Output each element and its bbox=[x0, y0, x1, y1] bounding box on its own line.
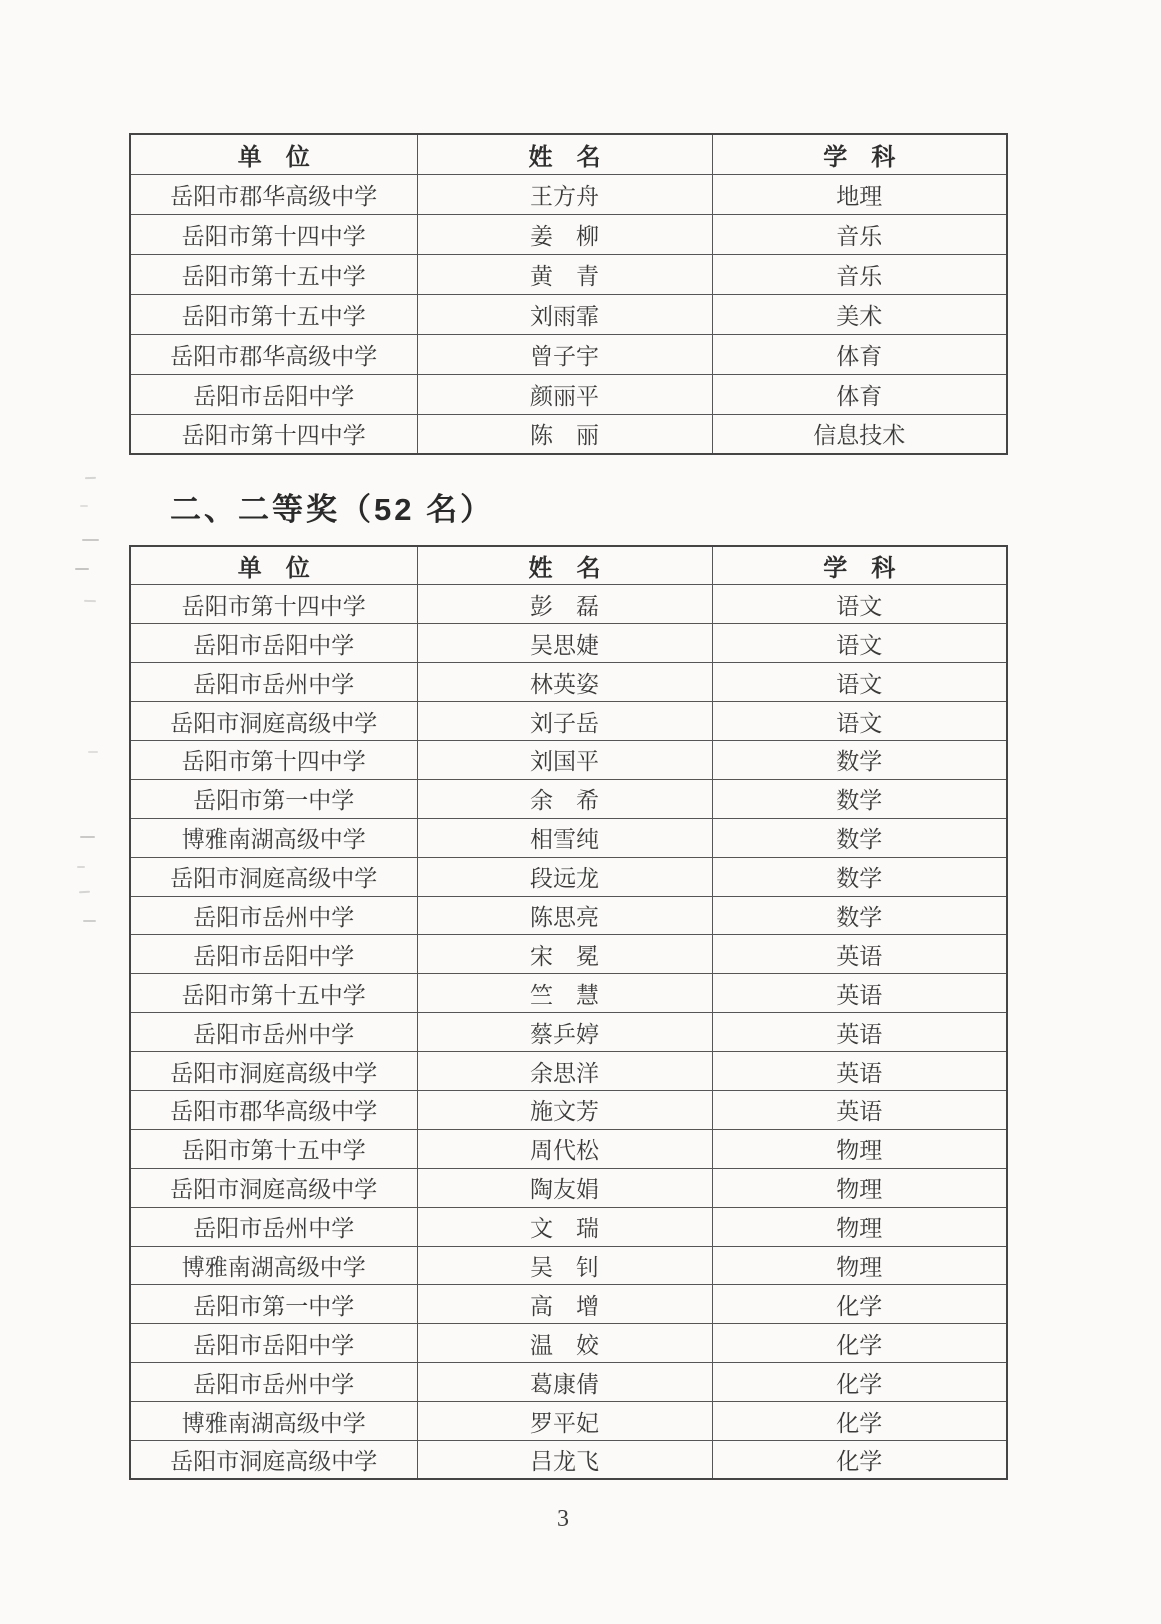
cell-subject: 语文 bbox=[712, 585, 1007, 624]
scan-artifact bbox=[80, 505, 88, 507]
cell-name: 吕龙飞 bbox=[417, 1440, 712, 1479]
page-number: 3 bbox=[557, 1506, 569, 1532]
cell-name: 黄 青 bbox=[417, 254, 712, 294]
cell-name: 蔡乒婷 bbox=[417, 1013, 712, 1052]
cell-subject: 物理 bbox=[712, 1129, 1007, 1168]
column-header-name: 姓 名 bbox=[417, 546, 712, 585]
cell-name: 宋 冕 bbox=[417, 935, 712, 974]
cell-subject: 数学 bbox=[712, 740, 1007, 779]
cell-unit: 岳阳市第十四中学 bbox=[130, 414, 417, 454]
cell-name: 吴思婕 bbox=[417, 624, 712, 663]
cell-subject: 体育 bbox=[712, 334, 1007, 374]
cell-subject: 英语 bbox=[712, 1013, 1007, 1052]
column-header-unit: 单 位 bbox=[130, 134, 417, 174]
cell-unit: 岳阳市郡华高级中学 bbox=[130, 174, 417, 214]
column-header-name: 姓 名 bbox=[417, 134, 712, 174]
scan-artifact bbox=[75, 568, 89, 570]
table-row bbox=[130, 935, 1007, 974]
table-row bbox=[130, 1168, 1007, 1207]
cell-name: 周代松 bbox=[417, 1129, 712, 1168]
cell-name: 曾子宇 bbox=[417, 334, 712, 374]
table-row bbox=[130, 1440, 1007, 1479]
column-header-subject: 学 科 bbox=[712, 546, 1007, 585]
cell-subject: 化学 bbox=[712, 1363, 1007, 1402]
cell-name: 温 姣 bbox=[417, 1324, 712, 1363]
cell-subject: 化学 bbox=[712, 1440, 1007, 1479]
cell-name: 余思洋 bbox=[417, 1052, 712, 1091]
table-row bbox=[130, 1402, 1007, 1441]
table-row bbox=[130, 896, 1007, 935]
table-row bbox=[130, 857, 1007, 896]
column-header-subject: 学 科 bbox=[712, 134, 1007, 174]
cell-unit: 岳阳市洞庭高级中学 bbox=[130, 1440, 417, 1479]
cell-name: 竺 慧 bbox=[417, 974, 712, 1013]
table-row bbox=[130, 585, 1007, 624]
table-row bbox=[130, 663, 1007, 702]
cell-unit: 岳阳市岳州中学 bbox=[130, 1363, 417, 1402]
table-row bbox=[130, 1324, 1007, 1363]
cell-unit: 岳阳市岳州中学 bbox=[130, 896, 417, 935]
table-row bbox=[130, 414, 1007, 454]
cell-subject: 数学 bbox=[712, 857, 1007, 896]
cell-unit: 岳阳市岳阳中学 bbox=[130, 624, 417, 663]
cell-subject: 化学 bbox=[712, 1285, 1007, 1324]
cell-subject: 物理 bbox=[712, 1246, 1007, 1285]
cell-unit: 岳阳市第十四中学 bbox=[130, 585, 417, 624]
cell-name: 姜 柳 bbox=[417, 214, 712, 254]
cell-subject: 语文 bbox=[712, 663, 1007, 702]
cell-subject: 语文 bbox=[712, 702, 1007, 741]
table-row bbox=[130, 974, 1007, 1013]
cell-name: 王方舟 bbox=[417, 174, 712, 214]
cell-unit: 岳阳市第一中学 bbox=[130, 779, 417, 818]
cell-subject: 音乐 bbox=[712, 254, 1007, 294]
cell-subject: 数学 bbox=[712, 779, 1007, 818]
cell-subject: 化学 bbox=[712, 1402, 1007, 1441]
table-row bbox=[130, 779, 1007, 818]
table-row bbox=[130, 254, 1007, 294]
cell-name: 葛康倩 bbox=[417, 1363, 712, 1402]
scan-artifact bbox=[88, 751, 98, 753]
cell-name: 刘国平 bbox=[417, 740, 712, 779]
scan-artifact bbox=[82, 539, 99, 541]
table-row bbox=[130, 818, 1007, 857]
cell-subject: 语文 bbox=[712, 624, 1007, 663]
table-row bbox=[130, 214, 1007, 254]
cell-name: 高 增 bbox=[417, 1285, 712, 1324]
scan-artifact bbox=[79, 891, 90, 894]
cell-unit: 岳阳市郡华高级中学 bbox=[130, 1090, 417, 1129]
cell-subject: 音乐 bbox=[712, 214, 1007, 254]
section-heading-second-prize: 二、二等奖（52 名） bbox=[170, 492, 495, 527]
column-header-unit: 单 位 bbox=[130, 546, 417, 585]
cell-unit: 岳阳市岳州中学 bbox=[130, 1207, 417, 1246]
award-table-top bbox=[129, 133, 1008, 455]
cell-name: 余 希 bbox=[417, 779, 712, 818]
cell-unit: 博雅南湖高级中学 bbox=[130, 818, 417, 857]
cell-name: 刘子岳 bbox=[417, 702, 712, 741]
cell-name: 相雪纯 bbox=[417, 818, 712, 857]
table-row bbox=[130, 1207, 1007, 1246]
cell-name: 林英姿 bbox=[417, 663, 712, 702]
cell-unit: 岳阳市第十五中学 bbox=[130, 974, 417, 1013]
table-row bbox=[130, 1052, 1007, 1091]
table-row bbox=[130, 1246, 1007, 1285]
cell-name: 陈 丽 bbox=[417, 414, 712, 454]
cell-subject: 美术 bbox=[712, 294, 1007, 334]
table-row bbox=[130, 702, 1007, 741]
cell-unit: 岳阳市洞庭高级中学 bbox=[130, 857, 417, 896]
cell-unit: 岳阳市第一中学 bbox=[130, 1285, 417, 1324]
award-table-second-prize bbox=[129, 545, 1008, 1480]
cell-unit: 岳阳市洞庭高级中学 bbox=[130, 1168, 417, 1207]
cell-subject: 英语 bbox=[712, 935, 1007, 974]
cell-unit: 岳阳市第十四中学 bbox=[130, 214, 417, 254]
cell-subject: 信息技术 bbox=[712, 414, 1007, 454]
cell-name: 段远龙 bbox=[417, 857, 712, 896]
scan-artifact bbox=[84, 600, 96, 602]
cell-subject: 英语 bbox=[712, 1090, 1007, 1129]
cell-subject: 英语 bbox=[712, 1052, 1007, 1091]
cell-name: 陈思亮 bbox=[417, 896, 712, 935]
cell-unit: 岳阳市洞庭高级中学 bbox=[130, 1052, 417, 1091]
cell-unit: 岳阳市岳阳中学 bbox=[130, 935, 417, 974]
scan-artifact bbox=[80, 836, 95, 838]
cell-unit: 博雅南湖高级中学 bbox=[130, 1246, 417, 1285]
table-row bbox=[130, 294, 1007, 334]
table-row bbox=[130, 740, 1007, 779]
cell-name: 陶友娟 bbox=[417, 1168, 712, 1207]
table-row bbox=[130, 334, 1007, 374]
table-row bbox=[130, 1090, 1007, 1129]
cell-subject: 数学 bbox=[712, 818, 1007, 857]
cell-unit: 岳阳市第十四中学 bbox=[130, 740, 417, 779]
cell-unit: 博雅南湖高级中学 bbox=[130, 1402, 417, 1441]
cell-unit: 岳阳市第十五中学 bbox=[130, 294, 417, 334]
cell-subject: 物理 bbox=[712, 1168, 1007, 1207]
table-row bbox=[130, 1013, 1007, 1052]
table-row bbox=[130, 174, 1007, 214]
scan-artifact bbox=[85, 477, 96, 479]
cell-name: 彭 磊 bbox=[417, 585, 712, 624]
cell-subject: 化学 bbox=[712, 1324, 1007, 1363]
cell-subject: 物理 bbox=[712, 1207, 1007, 1246]
cell-name: 吴 钊 bbox=[417, 1246, 712, 1285]
scan-artifact bbox=[83, 920, 96, 922]
cell-unit: 岳阳市第十五中学 bbox=[130, 1129, 417, 1168]
cell-unit: 岳阳市岳州中学 bbox=[130, 1013, 417, 1052]
table-row bbox=[130, 624, 1007, 663]
cell-unit: 岳阳市洞庭高级中学 bbox=[130, 702, 417, 741]
cell-name: 施文芳 bbox=[417, 1090, 712, 1129]
cell-unit: 岳阳市岳阳中学 bbox=[130, 1324, 417, 1363]
table-row bbox=[130, 374, 1007, 414]
cell-name: 文 瑞 bbox=[417, 1207, 712, 1246]
cell-unit: 岳阳市第十五中学 bbox=[130, 254, 417, 294]
cell-subject: 体育 bbox=[712, 374, 1007, 414]
cell-name: 刘雨霏 bbox=[417, 294, 712, 334]
header-row bbox=[130, 546, 1007, 585]
cell-unit: 岳阳市郡华高级中学 bbox=[130, 334, 417, 374]
table-row bbox=[130, 1285, 1007, 1324]
table-row bbox=[130, 1129, 1007, 1168]
cell-name: 颜丽平 bbox=[417, 374, 712, 414]
table-row bbox=[130, 1363, 1007, 1402]
cell-subject: 英语 bbox=[712, 974, 1007, 1013]
scan-artifact bbox=[77, 866, 85, 868]
cell-unit: 岳阳市岳州中学 bbox=[130, 663, 417, 702]
cell-unit: 岳阳市岳阳中学 bbox=[130, 374, 417, 414]
cell-name: 罗平妃 bbox=[417, 1402, 712, 1441]
header-row bbox=[130, 134, 1007, 174]
cell-subject: 数学 bbox=[712, 896, 1007, 935]
cell-subject: 地理 bbox=[712, 174, 1007, 214]
